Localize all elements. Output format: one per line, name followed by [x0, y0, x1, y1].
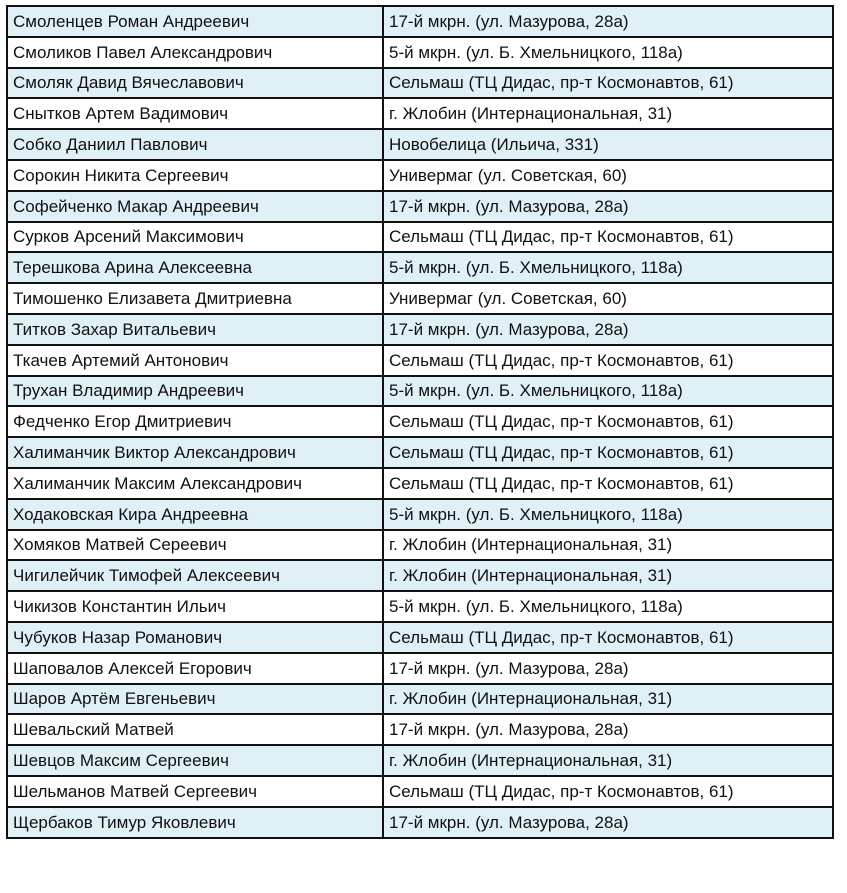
location-cell: Новобелица (Ильича, 331) [383, 129, 833, 160]
table-row [7, 468, 833, 499]
table-row [7, 437, 833, 468]
student-name-cell: Федченко Егор Дмитриевич [7, 406, 383, 437]
table-row [7, 6, 833, 37]
location-cell: г. Жлобин (Интернациональная, 31) [383, 98, 833, 129]
student-name-cell: Шельманов Матвей Сергеевич [7, 776, 383, 807]
table-row [7, 776, 833, 807]
table-row [7, 283, 833, 314]
location-cell: г. Жлобин (Интернациональная, 31) [383, 684, 833, 715]
table-row [7, 345, 833, 376]
student-name-cell: Халиманчик Максим Александрович [7, 468, 383, 499]
student-name-cell: Тимошенко Елизавета Дмитриевна [7, 283, 383, 314]
table-row [7, 807, 833, 838]
student-name-cell: Шаповалов Алексей Егорович [7, 653, 383, 684]
table-row [7, 314, 833, 345]
table-row [7, 37, 833, 68]
location-cell: 5-й мкрн. (ул. Б. Хмельницкого, 118а) [383, 499, 833, 530]
student-name-cell: Шаров Артём Евгеньевич [7, 684, 383, 715]
student-name-cell: Собко Даниил Павлович [7, 129, 383, 160]
location-cell: 17-й мкрн. (ул. Мазурова, 28а) [383, 191, 833, 222]
student-name-cell: Ходаковская Кира Андреевна [7, 499, 383, 530]
table-row [7, 591, 833, 622]
location-cell: 5-й мкрн. (ул. Б. Хмельницкого, 118а) [383, 376, 833, 407]
student-name-cell: Трухан Владимир Андреевич [7, 376, 383, 407]
location-cell: 17-й мкрн. (ул. Мазурова, 28а) [383, 714, 833, 745]
location-cell: 5-й мкрн. (ул. Б. Хмельницкого, 118а) [383, 591, 833, 622]
location-cell: Сельмаш (ТЦ Дидас, пр-т Космонавтов, 61) [383, 776, 833, 807]
location-cell: 17-й мкрн. (ул. Мазурова, 28а) [383, 6, 833, 37]
location-cell: г. Жлобин (Интернациональная, 31) [383, 530, 833, 561]
document-sheet [6, 5, 832, 839]
table-row [7, 222, 833, 253]
student-name-cell: Халиманчик Виктор Александрович [7, 437, 383, 468]
location-cell: 17-й мкрн. (ул. Мазурова, 28а) [383, 807, 833, 838]
location-cell: г. Жлобин (Интернациональная, 31) [383, 745, 833, 776]
student-name-cell: Ткачев Артемий Антонович [7, 345, 383, 376]
table-row [7, 191, 833, 222]
student-name-cell: Хомяков Матвей Сереевич [7, 530, 383, 561]
location-cell: Сельмаш (ТЦ Дидас, пр-т Космонавтов, 61) [383, 68, 833, 99]
student-name-cell: Чигилейчик Тимофей Алексеевич [7, 560, 383, 591]
student-name-cell: Терешкова Арина Алексеевна [7, 252, 383, 283]
table-row [7, 745, 833, 776]
table-row [7, 653, 833, 684]
student-location-table [6, 5, 834, 839]
location-cell: Сельмаш (ТЦ Дидас, пр-т Космонавтов, 61) [383, 437, 833, 468]
table-row [7, 68, 833, 99]
student-name-cell: Снытков Артем Вадимович [7, 98, 383, 129]
table-row [7, 376, 833, 407]
student-name-cell: Чубуков Назар Романович [7, 622, 383, 653]
location-cell: Универмаг (ул. Советская, 60) [383, 160, 833, 191]
student-name-cell: Титков Захар Витальевич [7, 314, 383, 345]
table-row [7, 499, 833, 530]
location-cell: Сельмаш (ТЦ Дидас, пр-т Космонавтов, 61) [383, 406, 833, 437]
student-name-cell: Шевцов Максим Сергеевич [7, 745, 383, 776]
table-row [7, 684, 833, 715]
table-row [7, 406, 833, 437]
student-name-cell: Сорокин Никита Сергеевич [7, 160, 383, 191]
table-row [7, 98, 833, 129]
student-name-cell: Чикизов Константин Ильич [7, 591, 383, 622]
location-cell: 5-й мкрн. (ул. Б. Хмельницкого, 118а) [383, 252, 833, 283]
table-row [7, 622, 833, 653]
student-name-cell: Сурков Арсений Максимович [7, 222, 383, 253]
location-cell: 17-й мкрн. (ул. Мазурова, 28а) [383, 314, 833, 345]
table-row [7, 560, 833, 591]
location-cell: Универмаг (ул. Советская, 60) [383, 283, 833, 314]
student-name-cell: Смоляк Давид Вячеславович [7, 68, 383, 99]
location-cell: Сельмаш (ТЦ Дидас, пр-т Космонавтов, 61) [383, 468, 833, 499]
location-cell: Сельмаш (ТЦ Дидас, пр-т Космонавтов, 61) [383, 345, 833, 376]
location-cell: Сельмаш (ТЦ Дидас, пр-т Космонавтов, 61) [383, 222, 833, 253]
location-cell: Сельмаш (ТЦ Дидас, пр-т Космонавтов, 61) [383, 622, 833, 653]
student-name-cell: Смоленцев Роман Андреевич [7, 6, 383, 37]
location-cell: г. Жлобин (Интернациональная, 31) [383, 560, 833, 591]
student-name-cell: Щербаков Тимур Яковлевич [7, 807, 383, 838]
location-cell: 5-й мкрн. (ул. Б. Хмельницкого, 118а) [383, 37, 833, 68]
student-name-cell: Смоликов Павел Александрович [7, 37, 383, 68]
student-name-cell: Софейченко Макар Андреевич [7, 191, 383, 222]
table-row [7, 530, 833, 561]
table-row [7, 129, 833, 160]
location-cell: 17-й мкрн. (ул. Мазурова, 28а) [383, 653, 833, 684]
table-row [7, 160, 833, 191]
table-row [7, 714, 833, 745]
table-body [7, 6, 833, 838]
student-name-cell: Шевальский Матвей [7, 714, 383, 745]
table-row [7, 252, 833, 283]
